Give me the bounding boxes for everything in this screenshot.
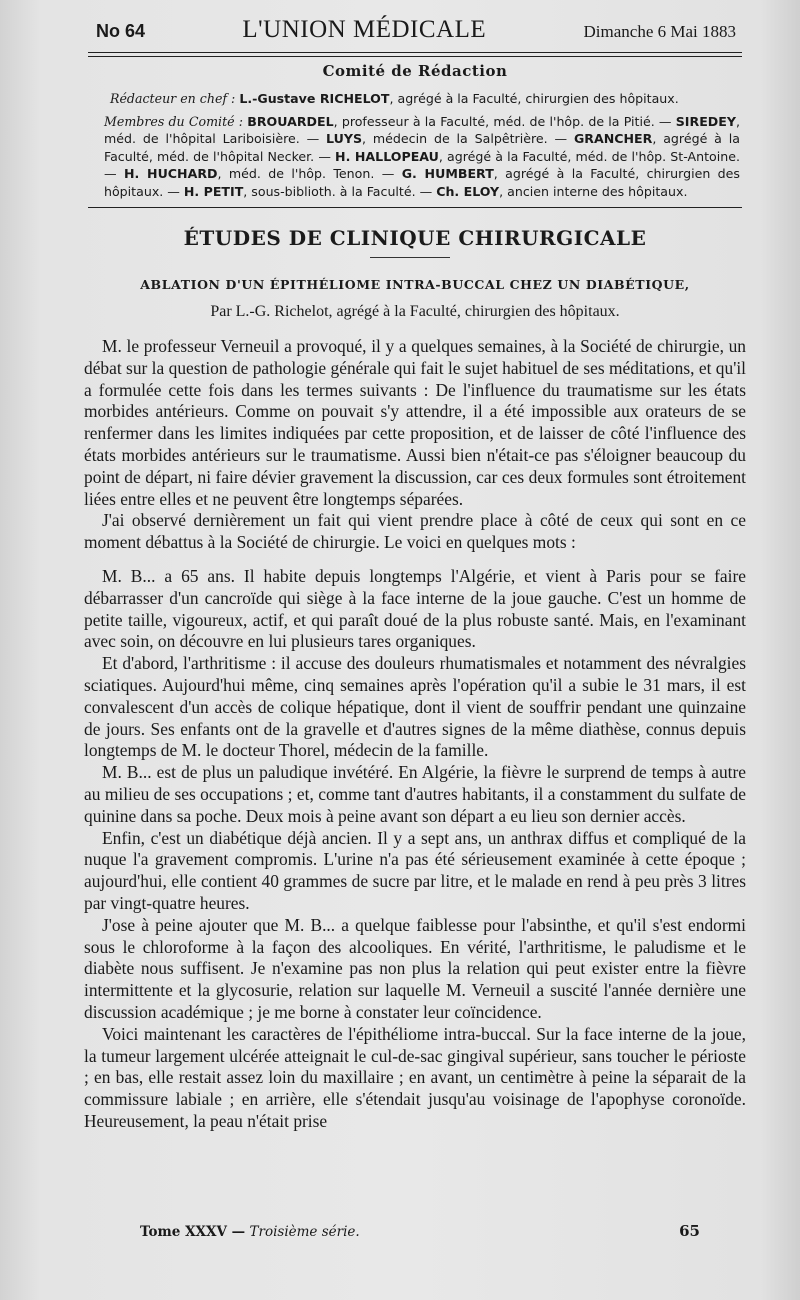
footer-tome: Tome XXXV —	[140, 1224, 246, 1240]
member-desc: , méd. de l'hôp. Tenon. —	[217, 166, 402, 182]
footer-volume	[140, 1224, 360, 1240]
member-desc: , professeur à la Faculté, méd. de l'hôp. de la Pitié. —	[333, 113, 676, 129]
article-title: ABLATION D'UN ÉPITHÉLIOME INTRA-BUCCAL CHEZ UN DIABÉTIQUE,	[140, 277, 690, 292]
paragraph: J'ose à peine ajouter que M. B... a quelque faiblesse pour l'absinthe, et qu'il s'est endormi sous le chloroforme à la façon des alcooliques. En vérité, l'arthritisme, le paludisme et le diabète nous suffisent. Je n'examine pas non plus la relation qui peut exister entre la fièvre intermittente et la glycosurie, relation sur laquelle M. Verneuil a suscité l'année dernière une discussion académique ; je me borne à constater leur coïncidence.	[84, 914, 746, 1022]
member-desc: , ancien interne des hôpitaux.	[499, 183, 688, 199]
section-title: ÉTUDES DE CLINIQUE CHIRURGICALE	[183, 226, 647, 250]
member-desc: , méd. de l'hôpital Lariboisière. —	[104, 113, 740, 147]
members-label: Membres du Comité :	[104, 113, 244, 129]
issue-number: No 64	[96, 21, 146, 41]
page-footer	[140, 1222, 700, 1240]
article-author: Par L.-G. Richelot, agrégé à la Faculté, chirurgien des hôpitaux.	[210, 303, 620, 320]
page-header	[96, 16, 736, 56]
member-name: SIREDEY	[675, 113, 736, 129]
member-name: Ch. ELOY	[436, 183, 500, 199]
paragraph: M. B... a 65 ans. Il habite depuis longtemps l'Algérie, et vient à Paris pour se faire débarrasser d'un cancroïde qui siège à la face interne de la joue gauche. C'est un homme de petite taille, vigoureux, actif, et qui paraît doué de la plus robuste santé. Mais, en l'examinant avec soin, on découvre en lui plusieurs tares organiques.	[84, 565, 746, 652]
member-name: G. HUMBERT	[401, 166, 494, 182]
member-desc: , agrégé à la Faculté, chirurgien des hôpitaux. —	[104, 166, 740, 199]
editor-line	[104, 90, 740, 108]
member-desc: , sous-biblioth. à la Faculté. —	[243, 183, 437, 199]
paragraph: Voici maintenant les caractères de l'épithéliome intra-buccal. Sur la face interne de la joue, la tumeur largement ulcérée atteignait le cul-de-sac gingival supérieur, sans toucher le périoste ; en bas, elle restait assez loin du maxillaire ; en avant, un centimètre à peine la séparait de la commissure labiale ; en arrière, elle s'étendait jusqu'au voisinage de l'apophyse coronoïde. Heureusement, la peau n'était prise	[84, 1023, 746, 1131]
editorial-committee	[104, 90, 740, 201]
header-rule	[88, 52, 742, 53]
editor-label: Rédacteur en chef :	[110, 91, 236, 106]
header-rule-thin	[88, 56, 742, 57]
member-desc: , agrégé à la Faculté, méd. de l'hôpital Necker. —	[104, 131, 740, 164]
member-desc: , agrégé à la Faculté, méd. de l'hôp. St-Antoine. —	[104, 148, 740, 182]
member-name: H. HALLOPEAU	[335, 148, 439, 164]
journal-title: L'UNION MÉDICALE	[242, 16, 487, 43]
member-name: LUYS	[326, 131, 363, 147]
article-body	[84, 336, 746, 1133]
member-name: H. PETIT	[183, 183, 244, 199]
committee-title: Comité de Rédaction	[322, 62, 508, 80]
section-underline	[370, 257, 450, 258]
members-line	[104, 113, 740, 201]
page-number: 65	[679, 1222, 700, 1240]
member-name: H. HUCHARD	[123, 166, 218, 182]
paragraph: Et d'abord, l'arthritisme : il accuse des douleurs rhumatismales et notamment des névralgies sciatiques. Aujourd'hui même, cinq semaines après l'opération qu'il a subie le 31 mars, il est convalescent d'un accès de colique hépatique, dont il vient de souffrir pendant une quinzaine de jours. Ses enfants ont de la gravelle et d'autres signes de la même diathèse, connus depuis longtemps de M. le docteur Thorel, médecin de la famille.	[84, 653, 746, 761]
footer-serie: Troisième série.	[249, 1224, 360, 1240]
editor-desc: , agrégé à la Faculté, chirurgien des hôpitaux.	[389, 91, 679, 106]
member-desc: , médecin de la Salpêtrière. —	[362, 131, 574, 147]
paragraph: M. B... est de plus un paludique invétéré. En Algérie, la fièvre le surprend de temps à autre au milieu de ses occupations ; et, comme tant d'autres habitants, il a constamment du sulfate de quinine dans sa poche. Deux mois à peine avant son départ a eu lieu son dernier accès.	[84, 762, 746, 826]
member-name: GRANCHER	[573, 131, 653, 147]
paragraph: J'ai observé dernièrement un fait qui vient prendre place à côté de ceux qui sont en ce moment débattus à la Société de chirurgie. Le voici en quelques mots :	[84, 510, 746, 553]
paragraph: M. le professeur Verneuil a provoqué, il y a quelques semaines, à la Société de chirurgie, un débat sur la question de pathologie générale qui fait le sujet habituel de ses méditations, et qu'il a formulée cette fois dans les termes suivants : De l'influence du traumatisme sur les états morbides antérieurs. Comme on pouvait s'y attendre, il a été impossible aux orateurs de se renfermer dans les limites indiquées par cette proposition, et de laisser de côté l'influence des états morbides antérieurs sur le traumatisme. Aussi bien n'était-ce pas s'éloigner beaucoup du point de départ, ni faire dévier gravement la discussion, car ces deux formules sont étroitement liées entre elles et ne peuvent être longtemps séparées.	[84, 336, 746, 509]
committee-rule	[88, 207, 742, 208]
issue-date: Dimanche 6 Mai 1883	[583, 22, 736, 41]
editor-name: L.-Gustave RICHELOT	[239, 91, 390, 106]
paragraph: Enfin, c'est un diabétique déjà ancien. Il y a sept ans, un anthrax diffus et compliqué de la nuque l'a gravement compromis. L'urine n'a pas été sérieusement examinée à cette époque ; aujourd'hui, elle contient 40 grammes de sucre par litre, et le malade en rend à peu près 3 litres par vingt-quatre heures.	[84, 827, 746, 913]
member-name: BROUARDEL	[247, 113, 334, 129]
